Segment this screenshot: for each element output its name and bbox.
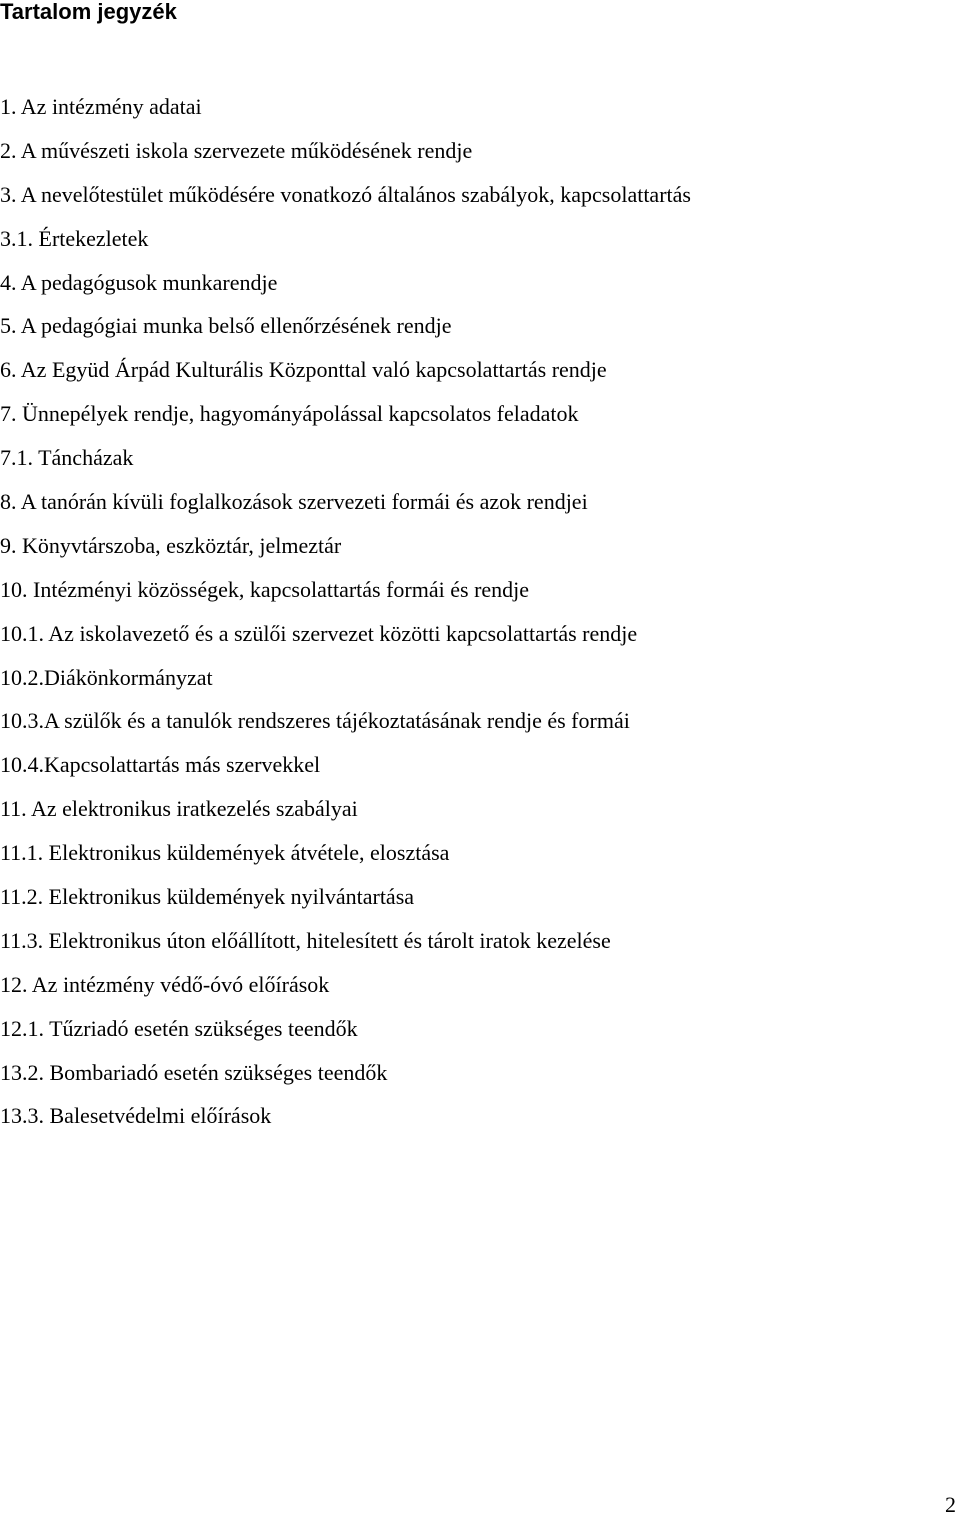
toc-entry: 10.1. Az iskolavezető és a szülői szervezet közötti kapcsolattartás rendje [0,620,638,646]
toc-entry: 10.2.Diákönkormányzat [0,664,213,690]
toc-entry: 12. Az intézmény védő-óvó előírások [0,971,330,997]
toc-entry: 10.3.A szülők és a tanulók rendszeres tájékoztatásának rendje és formái [0,708,630,734]
toc-entry: 9. Könyvtárszoba, eszköztár, jelmeztár [0,532,342,558]
toc-entry: 3. A nevelőtestület működésére vonatkozó általános szabályok, kapcsolattartás [0,181,691,207]
toc-entry: 4. A pedagógusok munkarendje [0,269,278,295]
toc-entry: 11.2. Elektronikus küldemények nyilvántartása [0,884,415,910]
toc-entry: 2. A művészeti iskola szervezete működésének rendje [0,137,473,163]
toc-entry: 10. Intézményi közösségek, kapcsolattartás formái és rendje [0,576,530,602]
toc-entry: 7.1. Táncházak [0,445,134,471]
page-title: Tartalom jegyzék [0,0,177,24]
toc-entry: 6. Az Együd Árpád Kulturális Központtal való kapcsolattartás rendje [0,357,607,383]
toc-entry: 11. Az elektronikus iratkezelés szabályai [0,796,358,822]
toc-entry: 13.3. Balesetvédelmi előírások [0,1103,272,1129]
toc-entry: 11.1. Elektronikus küldemények átvétele, elosztása [0,840,450,866]
toc-entry: 11.3. Elektronikus úton előállított, hitelesített és tárolt iratok kezelése [0,927,611,953]
toc-entry: 12.1. Tűzriadó esetén szükséges teendők [0,1015,358,1041]
toc-entry: 13.2. Bombariadó esetén szükséges teendők [0,1059,388,1085]
toc-entry: 7. Ünnepélyek rendje, hagyományápolással kapcsolatos feladatok [0,401,579,427]
toc-entry: 8. A tanórán kívüli foglalkozások szervezeti formái és azok rendjei [0,489,588,515]
page-number: 2 [945,1492,956,1517]
table-of-contents [0,85,691,1138]
toc-entry: 3.1. Értekezletek [0,225,149,251]
toc-entry: 1. Az intézmény adatai [0,94,202,119]
toc-entry: 10.4.Kapcsolattartás más szervekkel [0,752,321,778]
toc-entry: 5. A pedagógiai munka belső ellenőrzésének rendje [0,313,452,339]
